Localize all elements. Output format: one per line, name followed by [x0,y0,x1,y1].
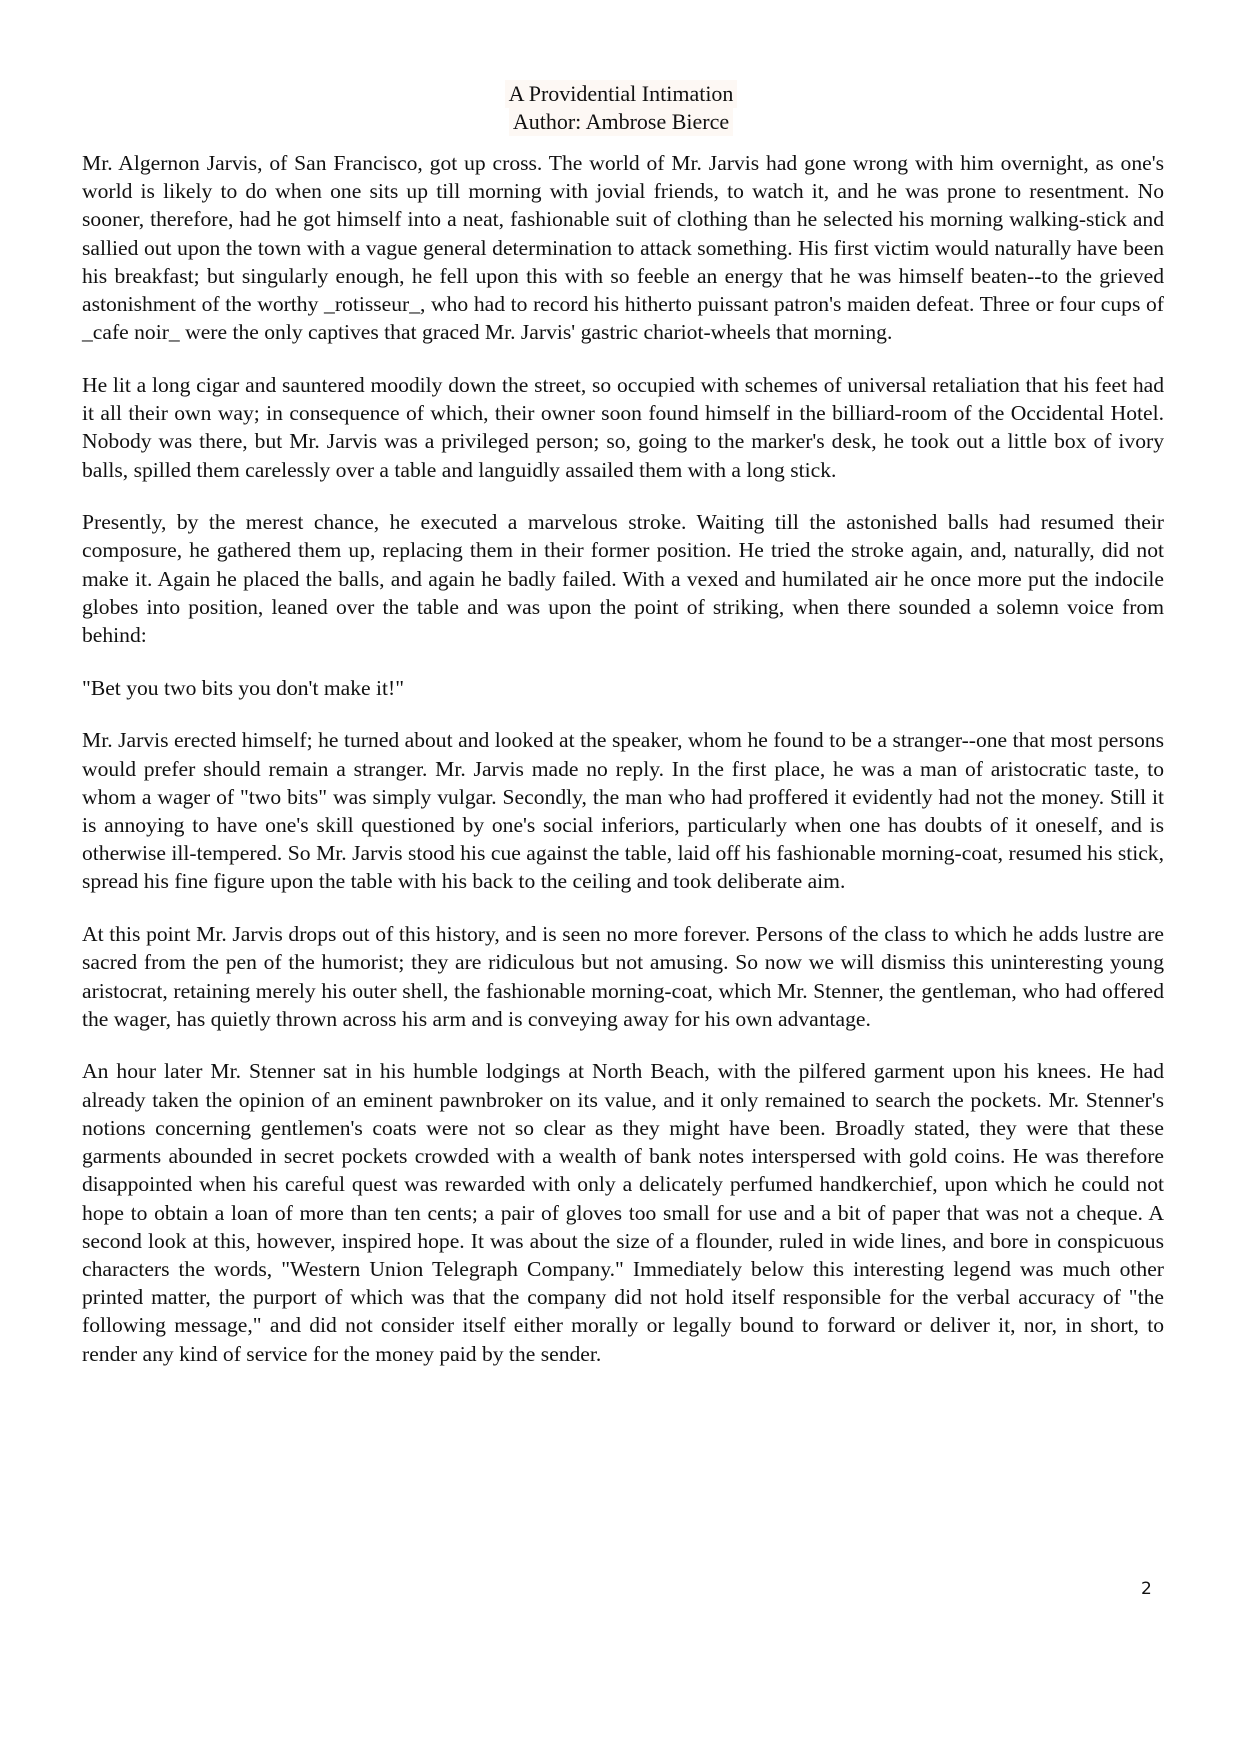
paragraph: Presently, by the merest chance, he executed a marvelous stroke. Waiting till the astonished balls had resumed their composure, he gathered them up, replacing them in their former position. He tried the stroke again, and, naturally, did not make it. Again he placed the balls, and again he badly failed. With a vexed and humilated air he once more put the indocile globes into position, leaned over the table and was upon the point of striking, when there sounded a solemn voice from behind: [82,510,1164,648]
paragraph: Mr. Jarvis erected himself; he turned about and looked at the speaker, whom he found to be a stranger--one that most persons would prefer should remain a stranger. Mr. Jarvis made no reply. In the first place, he was a man of aristocratic taste, to whom a wager of "two bits" was simply vulgar. Secondly, the man who had proffered it evidently had not the money. Still it is annoying to have one's skill questioned by one's social inferiors, particularly when one has doubts of it oneself, and is otherwise ill-tempered. So Mr. Jarvis stood his cue against the table, laid off his fashionable morning-coat, resumed his stick, spread his fine figure upon the table with his back to the ceiling and took deliberate aim. [82,728,1164,894]
paragraph: At this point Mr. Jarvis drops out of this history, and is seen no more forever. Persons of the class to which he adds lustre are sacred from the pen of the humorist; they are ridiculous but not amusing. So now we will dismiss this uninteresting young aristocrat, retaining merely his outer shell, the fashionable morning-coat, which Mr. Stenner, the gentleman, who had offered the wager, has quietly thrown across his arm and is conveying away for his own advantage. [82,922,1164,1031]
document-body [82,149,1164,1392]
paragraph: He lit a long cigar and sauntered moodily down the street, so occupied with schemes of universal retaliation that his feet had it all their own way; in consequence of which, their owner soon found himself in the billiard-room of the Occidental Hotel. Nobody was there, but Mr. Jarvis was a privileged person; so, going to the marker's desk, he took out a little box of ivory balls, spilled them carelessly over a table and languidly assailed them with a long stick. [82,372,1164,482]
document-author: Author: Ambrose Bierce [509,108,733,136]
paragraph: Mr. Algernon Jarvis, of San Francisco, got up cross. The world of Mr. Jarvis had gone wrong with him overnight, as one's world is likely to do when one sits up till morning with jovial friends, to watch it, and he was prone to resentment. No sooner, therefore, had he got himself into a neat, fashionable suit of clothing than he selected his morning walking-stick and sallied out upon the town with a vague general determination to attack something. His first victim would naturally have been his breakfast; but singularly enough, he fell upon this with so feeble an energy that he was himself beaten--to the grieved astonishment of the worthy _rotisseur_, who had to record his hitherto puissant patron's maiden defeat. Three or four cups of _cafe noir_ were the only captives that graced Mr. Jarvis' gastric chariot-wheels that morning. [82,151,1164,345]
page-number: 2 [1141,1579,1152,1599]
document-title: A Providential Intimation [505,80,738,108]
document-header [0,80,1242,136]
paragraph: An hour later Mr. Stenner sat in his humble lodgings at North Beach, with the pilfered garment upon his knees. He had already taken the opinion of an eminent pawnbroker on its value, and it only remained to search the pockets. Mr. Stenner's notions concerning gentlemen's coats were not so clear as they might have been. Broadly stated, they were that these garments abounded in secret pockets crowded with a wealth of bank notes interspersed with gold coins. He was therefore disappointed when his careful quest was rewarded with only a delicately perfumed handkerchief, upon which he could not hope to obtain a loan of more than ten cents; a pair of gloves too small for use and a bit of paper that was not a cheque. A second look at this, however, inspired hope. It was about the size of a flounder, ruled in wide lines, and bore in conspicuous characters the words, "Western Union Telegraph Company." Immediately below this interesting legend was much other printed matter, the purport of which was that the company did not hold itself responsible for the verbal accuracy of "the following message," and did not consider itself either morally or legally bound to forward or deliver it, nor, in short, to render any kind of service for the money paid by the sender. [82,1059,1164,1366]
paragraph: "Bet you two bits you don't make it!" [82,675,405,700]
